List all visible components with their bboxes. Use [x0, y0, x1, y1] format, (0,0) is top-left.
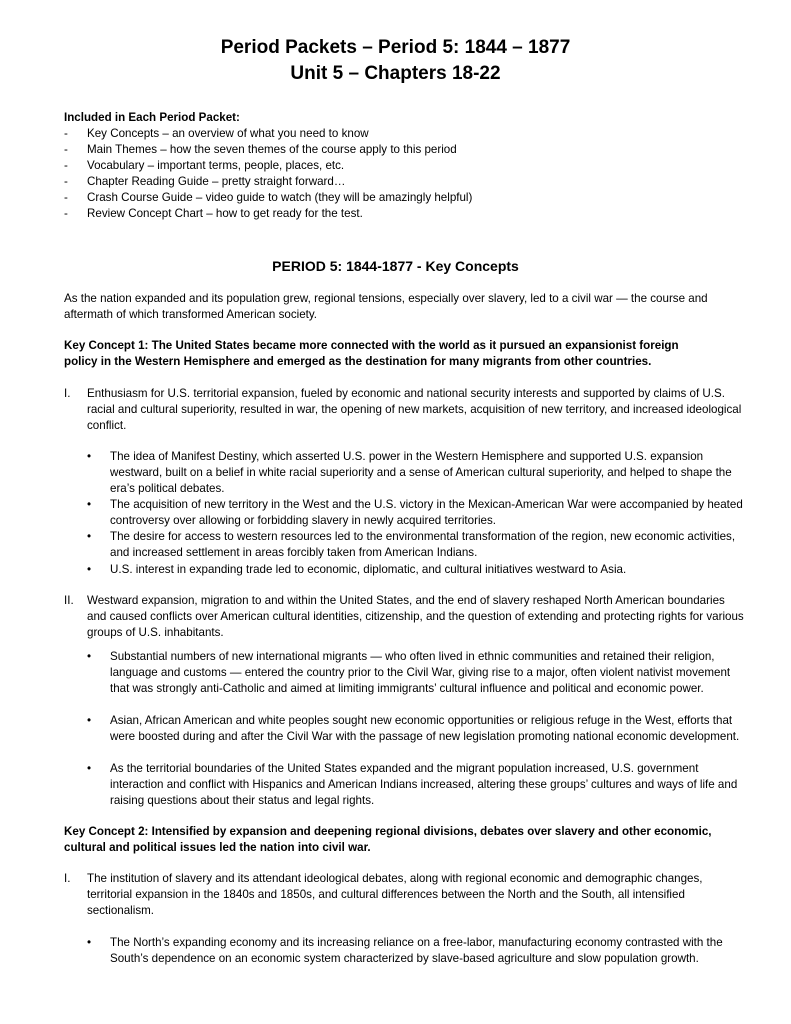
- kc1-ii-bullet-2: Asian, African American and white peoples sought new economic opportunities or religious refuge in the West, efforts that were boosted during and after the Civil War with the passage of new legislation promoting national economic development.: [110, 714, 740, 743]
- bullet-marker: •: [87, 563, 92, 576]
- bullet-marker: •: [87, 530, 92, 543]
- kc1-i-bullet-3: The desire for access to western resources led to the environmental transformation of the region, new economic activities, and increased settlement in areas forcibly taken from American Indians.: [110, 530, 736, 559]
- intro-paragraph: As the nation expanded and its population grew, regional tensions, especially over slavery, led to a civil war — the course and aftermath of which transformed American society.: [64, 292, 708, 321]
- kc2-i-bullet-1: The North’s expanding economy and its increasing reliance on a free-labor, manufacturing economy contrasted with the South’s dependence on an economic system characterized by slave-based agriculture and slow population growth.: [110, 936, 723, 965]
- included-heading: Included in Each Period Packet:: [64, 111, 240, 124]
- included-item-text: Main Themes – how the seven themes of the course apply to this period: [87, 143, 457, 156]
- page-title: Period Packets – Period 5: 1844 – 1877: [220, 37, 571, 58]
- key-concept-1-heading: Key Concept 1: The United States became more connected with the world as it pursued an expansionist foreign policy in the Western Hemisphere and emerged as the destination for many migrants from other countries.: [64, 339, 679, 368]
- roman-numeral: II.: [64, 594, 74, 607]
- bullet-marker: •: [87, 714, 92, 727]
- kc1-ii-bullet-1: Substantial numbers of new international migrants — who often lived in ethnic communities and retained their religion, language and customs — entered the country prior to the Civil War, giving rise to a major, often violent nativist movement that was strongly anti-Catholic and aimed at limiting immigrants’ cultural influence and political and economic power.: [110, 650, 731, 695]
- dash-marker: -: [64, 143, 68, 156]
- bullet-marker: •: [87, 450, 92, 463]
- included-item-text: Review Concept Chart – how to get ready for the test.: [87, 207, 363, 220]
- kc2-section-1-text: The institution of slavery and its attendant ideological debates, along with regional economic and demographic changes, territorial expansion in the 1840s and 1850s, and cultural differences between the North and the South, all intensified sectionalism.: [87, 872, 703, 917]
- roman-numeral: I.: [64, 872, 71, 885]
- kc1-i-bullet-4: U.S. interest in expanding trade led to economic, diplomatic, and cultural initiatives westward to Asia.: [110, 563, 627, 576]
- bullet-marker: •: [87, 498, 92, 511]
- bullet-marker: •: [87, 650, 92, 663]
- dash-marker: -: [64, 159, 68, 172]
- dash-marker: -: [64, 175, 68, 188]
- dash-marker: -: [64, 207, 68, 220]
- included-item-text: Crash Course Guide – video guide to watch (they will be amazingly helpful): [87, 191, 473, 204]
- page-subtitle: Unit 5 – Chapters 18-22: [290, 63, 501, 84]
- kc1-i-bullet-1: The idea of Manifest Destiny, which asserted U.S. power in the Western Hemisphere and supported U.S. expansion westward, built on a belief in white racial superiority and a sense of American cultural superiority, and helped to shape the era’s political debates.: [110, 450, 732, 495]
- dash-marker: -: [64, 191, 68, 204]
- roman-numeral: I.: [64, 387, 71, 400]
- included-item-text: Chapter Reading Guide – pretty straight forward…: [87, 175, 346, 188]
- included-item-text: Vocabulary – important terms, people, places, etc.: [87, 159, 345, 172]
- key-concepts-heading: PERIOD 5: 1844-1877 - Key Concepts: [272, 258, 519, 274]
- dash-marker: -: [64, 127, 68, 140]
- kc1-section-1-text: Enthusiasm for U.S. territorial expansion, fueled by economic and national security interests and supported by claims of U.S. racial and cultural superiority, resulted in war, the opening of new markets, acquisition of new territory, and increased ideological conflict.: [87, 387, 742, 432]
- bullet-marker: •: [87, 936, 92, 949]
- included-item-text: Key Concepts – an overview of what you need to know: [87, 127, 369, 140]
- key-concept-2-heading: Key Concept 2: Intensified by expansion and deepening regional divisions, debates over slavery and other economic, cultural and political issues led the nation into civil war.: [64, 825, 712, 854]
- kc1-ii-bullet-3: As the territorial boundaries of the United States expanded and the migrant population increased, U.S. government interaction and conflict with Hispanics and American Indians increased, altering these groups’ cultures and ways of life and raising questions about their status and legal rights.: [110, 762, 738, 807]
- kc1-section-2-text: Westward expansion, migration to and within the United States, and the end of slavery reshaped North American boundaries and caused conflicts over American cultural identities, citizenship, and the question of extending and protecting rights for various groups of U.S. inhabitants.: [87, 594, 744, 639]
- bullet-marker: •: [87, 762, 92, 775]
- kc1-i-bullet-2: The acquisition of new territory in the West and the U.S. victory in the Mexican-American War were accompanied by heated controversy over allowing or forbidding slavery in newly acquired territories.: [110, 498, 743, 527]
